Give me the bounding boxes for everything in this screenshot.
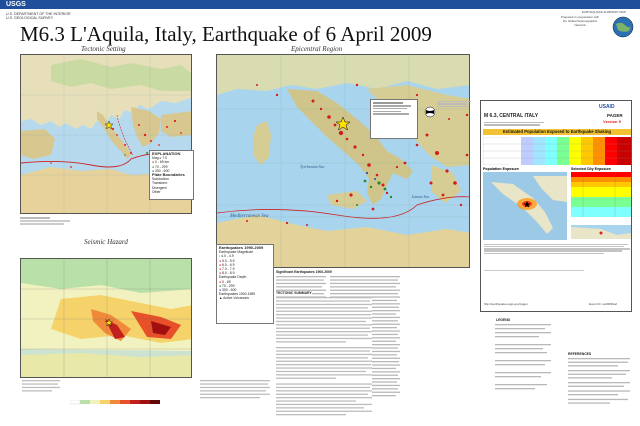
mag-dot-icon: ●	[219, 262, 222, 267]
usgs-header-bar	[0, 0, 640, 9]
pager-version: Version 5	[603, 119, 621, 124]
ionian-sea-label: Ionian Sea	[412, 194, 430, 199]
depth-dot-icon: ●	[152, 164, 155, 169]
selected-city-label: Selected City Exposure	[571, 167, 611, 171]
depth-row: 0 - 69 km	[155, 160, 170, 165]
depth-row: 300 - 600	[222, 288, 237, 293]
active-volcanoes-label: Active Volcanoes	[223, 296, 249, 301]
agency-line-1: U.S. DEPARTMENT OF THE INTERIOR	[6, 12, 71, 16]
hazard-explanation-text	[200, 380, 272, 416]
seismic-hazard-map	[20, 258, 192, 378]
depth-row: 300 - 600	[155, 168, 170, 173]
pager-structures-text	[484, 269, 630, 272]
tectonic-summary-heading: TECTONIC SUMMARY	[276, 291, 312, 295]
mag-row: 7.0 - 7.9	[222, 267, 235, 272]
tectonic-setting-title: Tectonic Setting	[81, 45, 126, 53]
depth-row: 70 - 299	[222, 283, 235, 288]
page-title: M6.3 L'Aquila, Italy, Earthquake of 6 April 2009	[20, 22, 432, 46]
pager-url: http://earthquake.usgs.gov/pager	[484, 302, 528, 306]
epicenter-info-box	[370, 99, 418, 139]
volcano-triangle-icon: ▲	[219, 296, 223, 301]
pager-event-id: Event ID: us2009fcaf	[589, 302, 617, 306]
depth-dot-icon: ●	[219, 283, 222, 288]
tectonic-note	[20, 216, 80, 226]
references-list	[568, 358, 632, 414]
hazard-note-text	[22, 380, 62, 402]
population-exposure-label: Population Exposure	[483, 167, 519, 171]
pager-heading: PAGER	[607, 113, 623, 118]
mag-label: Mag ≥ 7.0	[152, 156, 168, 161]
earthquake-table-heading: Significant Earthquakes 1900-2009	[276, 270, 332, 274]
plate-row: Transform	[152, 181, 168, 186]
depth-dot-icon: ●	[152, 160, 155, 165]
explanation-heading: EXPLANATION	[152, 151, 181, 156]
depth-row: 70 - 299	[155, 164, 168, 169]
mag-dot-icon: ●	[219, 258, 222, 263]
cooperation-note: Prepared in cooperation with the Global Seismographic Network	[560, 15, 600, 27]
plate-row: Subduction	[152, 177, 169, 182]
hazard-color-scale	[70, 400, 170, 406]
epicentral-region-map	[216, 54, 470, 268]
depth-dot-icon: ●	[219, 288, 222, 293]
tectonic-summary-text	[276, 297, 372, 417]
pager-alert-banner: Estimated Population Exposed to Earthquake Shaking	[483, 129, 631, 135]
usaid-logo: USAID	[599, 104, 615, 110]
depth-dot-icon: ●	[219, 279, 222, 284]
eq-extra: Earthquakes 1900-1989	[219, 292, 256, 297]
pager-intensity-table	[483, 137, 631, 165]
mediterranean-sea-label: Mediterranean Sea	[230, 214, 269, 219]
lower-legend-column	[495, 318, 555, 398]
plate-row: Other	[152, 189, 161, 194]
mag-dot-icon: •	[219, 254, 221, 259]
depth-dot-icon: ●	[152, 168, 155, 173]
usgs-logo: USGS	[6, 1, 26, 8]
epicenter-note	[437, 100, 477, 114]
tectonic-explanation-legend	[149, 150, 194, 200]
population-exposure-map	[483, 172, 567, 240]
mag-row: 5.0 - 5.9	[222, 258, 235, 263]
mag-row: 4.0 - 4.9	[221, 254, 234, 259]
legend-heading: LEGEND	[496, 318, 511, 322]
eq-depth-heading: Earthquake Depth	[219, 275, 247, 280]
mag-dot-icon: ●	[219, 267, 222, 272]
gsn-globe-logo	[612, 16, 634, 38]
mag-dot-icon: ●	[219, 271, 222, 276]
city-inset-map	[571, 225, 631, 239]
mag-row: 8.0 - 8.9	[222, 271, 235, 276]
earthquakes-legend	[216, 244, 274, 324]
references-heading: REFERENCES	[568, 352, 592, 356]
depth-row: 0 - 69	[222, 279, 231, 284]
eq-legend-heading: Earthquakes 1990-2009	[219, 245, 264, 250]
pager-panel	[480, 100, 632, 312]
eq-mag-heading: Earthquake Magnitude	[219, 250, 254, 255]
epicentral-region-title: Epicentral Region	[291, 45, 343, 53]
mag-row: 6.0 - 6.9	[222, 262, 235, 267]
seismic-hazard-title: Seismic Hazard	[84, 238, 128, 246]
pager-summary-text	[484, 243, 630, 255]
plate-heading: Plate Boundaries	[152, 172, 185, 178]
agency-line-2: U.S. GEOLOGICAL SURVEY	[6, 16, 54, 20]
focal-mechanism-beachball	[424, 106, 436, 118]
plate-row: Divergent	[152, 185, 167, 190]
pager-event-details	[484, 121, 564, 127]
summary-map-label: EARTHQUAKE SUMMARY MAP	[581, 10, 626, 14]
pager-event-title: M 6.3, CENTRAL ITALY	[484, 113, 539, 119]
tyrrhenian-sea-label: Tyrrhenian Sea	[300, 164, 325, 169]
selected-city-table	[571, 172, 631, 224]
